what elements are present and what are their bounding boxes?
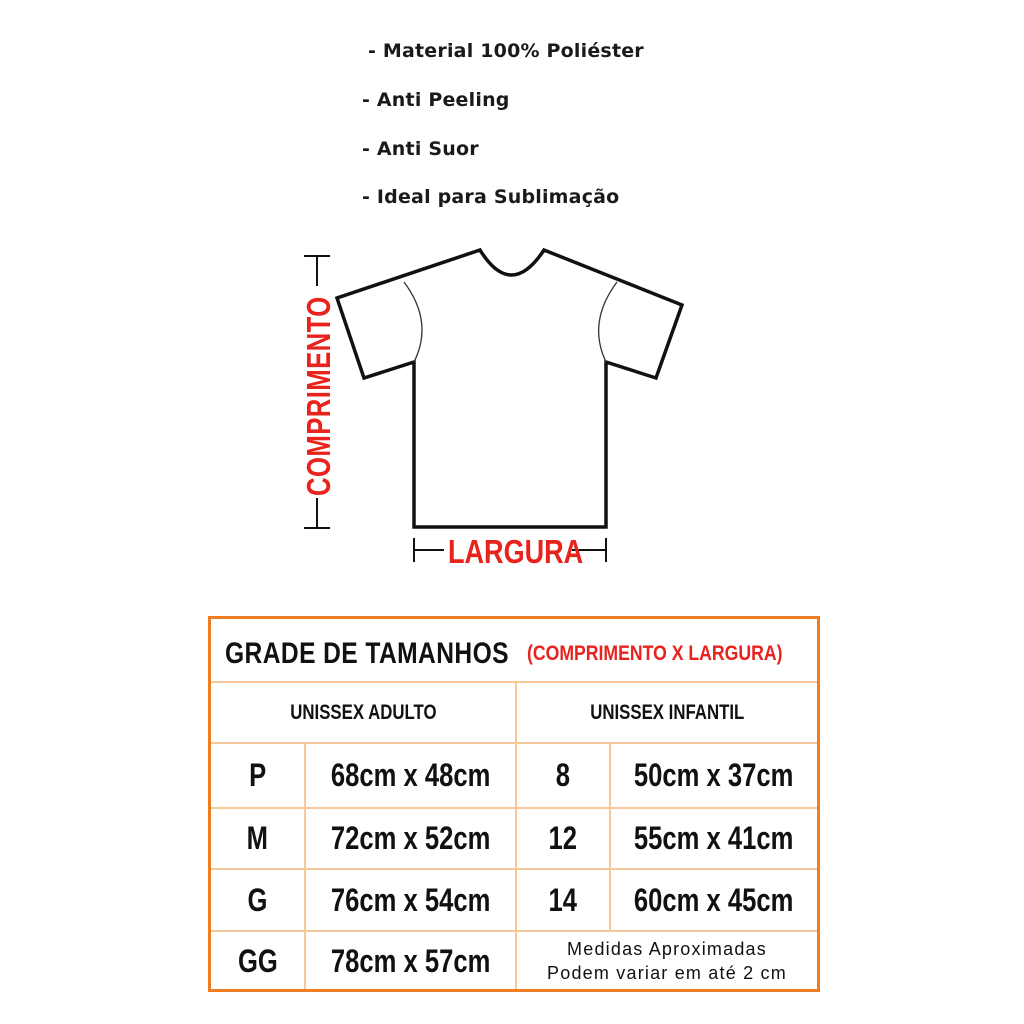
- adult-size-cell: GG: [237, 942, 278, 979]
- kids-measure-cell: 55cm x 41cm: [634, 820, 794, 856]
- measurement-note: [517, 937, 817, 985]
- feature-anti-suor: - Anti Suor: [362, 138, 479, 160]
- width-label: LARGURA: [448, 534, 584, 571]
- adult-measure-cell: 76cm x 54cm: [330, 881, 491, 918]
- size-chart: [208, 616, 820, 992]
- length-label: COMPRIMENTO: [301, 296, 338, 496]
- feature-anti-peeling: - Anti Peeling: [362, 89, 510, 111]
- adult-measure-cell: 68cm x 48cm: [330, 757, 491, 793]
- kids-size-cell: 8: [555, 757, 571, 793]
- adult-measure-cell: 72cm x 52cm: [330, 820, 491, 856]
- size-chart-title: GRADE DE TAMANHOS: [225, 637, 509, 670]
- adult-size-cell: G: [247, 881, 268, 918]
- kids-header: UNISSEX INFANTIL: [589, 700, 745, 724]
- adult-size-cell: P: [248, 757, 267, 793]
- feature-material: - Material 100% Poliéster: [368, 40, 644, 62]
- feature-sublimacao: - Ideal para Sublimação: [362, 186, 620, 208]
- adult-header: UNISSEX ADULTO: [289, 700, 437, 724]
- kids-size-cell: 12: [548, 820, 578, 856]
- note-line-2: Podem variar em até 2 cm: [547, 963, 787, 983]
- size-chart-title-row: [225, 631, 783, 677]
- tshirt-outline-icon: [337, 250, 682, 527]
- kids-measure-cell: 60cm x 45cm: [634, 881, 794, 918]
- kids-measure-cell: 50cm x 37cm: [634, 757, 794, 793]
- kids-size-cell: 14: [548, 881, 578, 918]
- adult-size-cell: M: [246, 820, 269, 856]
- note-line-1: Medidas Aproximadas: [567, 939, 767, 959]
- adult-measure-cell: 78cm x 57cm: [330, 942, 491, 979]
- size-chart-subtitle: (COMPRIMENTO X LARGURA): [527, 642, 783, 665]
